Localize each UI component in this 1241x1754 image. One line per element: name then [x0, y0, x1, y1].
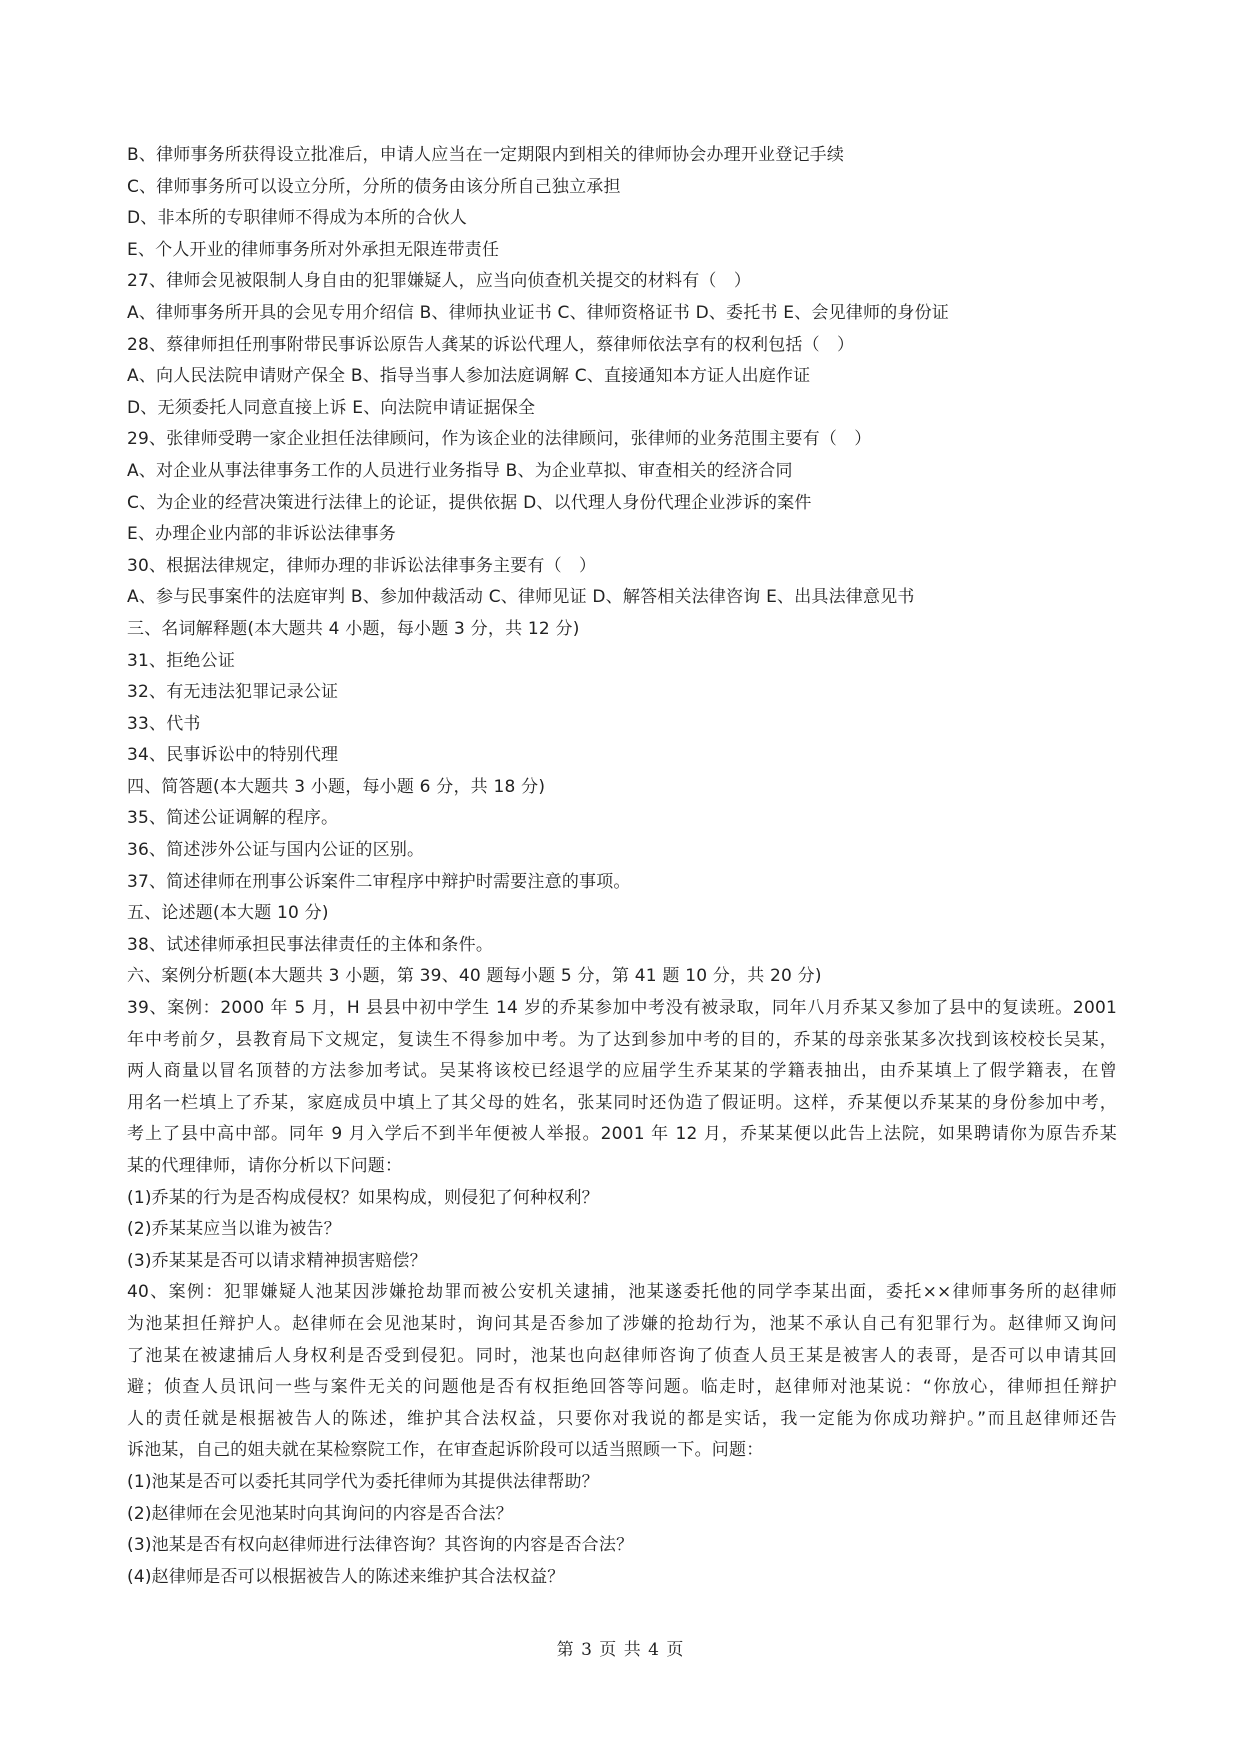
question-35: 35、简述公证调解的程序。 — [127, 808, 339, 829]
text-line: 了池某在被逮捕后人身权利是否受到侵犯。同时，池某也向赵律师咨询了侦查人员王某是被害人的表哥，是否可以申请其回 — [127, 1345, 1117, 1366]
sub-question: (2)赵律师在会见池某时向其询问的内容是否合法？ — [127, 1503, 513, 1524]
text-line: E、个人开业的律师事务所对外承担无限连带责任 — [127, 239, 500, 260]
question-40: 40、案例：犯罪嫌疑人池某因涉嫌抢劫罪而被公安机关逮捕，池某遂委托他的同学李某出面，委托××律师事务所的赵律师 — [127, 1282, 1117, 1303]
question-37: 37、简述律师在刑事公诉案件二审程序中辩护时需要注意的事项。 — [127, 871, 631, 892]
question-38: 38、试述律师承担民事法律责任的主体和条件。 — [127, 934, 494, 955]
section-heading: 三、名词解释题(本大题共 4 小题，每小题 3 分，共 12 分) — [127, 618, 580, 639]
sub-question: (2)乔某某应当以谁为被告？ — [127, 1219, 341, 1240]
text-line: C、为企业的经营决策进行法律上的论证，提供依据 D、以代理人身份代理企业涉诉的案件 — [127, 492, 812, 513]
sub-question: (4)赵律师是否可以根据被告人的陈述来维护其合法权益？ — [127, 1566, 565, 1587]
question-34: 34、民事诉讼中的特别代理 — [127, 745, 339, 766]
section-heading: 四、简答题(本大题共 3 小题，每小题 6 分，共 18 分) — [127, 776, 546, 797]
text-line: 某的代理律师，请你分析以下问题： — [127, 1156, 403, 1176]
text-line: 为池某担任辩护人。赵律师在会见池某时，询问其是否参加了涉嫌的抢劫行为，池某不承认自己有犯罪行为。赵律师又询问 — [127, 1313, 1117, 1334]
text-line: C、律师事务所可以设立分所，分所的债务由该分所自己独立承担 — [127, 176, 621, 197]
text-line: A、参与民事案件的法庭审判 B、参加仲裁活动 C、律师见证 D、解答相关法律咨询 E、出具法律意见书 — [127, 587, 915, 608]
question-30: 30、根据法律规定，律师办理的非诉讼法律事务主要有（ ） — [127, 555, 597, 576]
page-number-footer: 第 3 页 共 4 页 — [556, 1640, 685, 1660]
text-line: D、非本所的专职律师不得成为本所的合伙人 — [127, 208, 468, 229]
text-line: 年中考前夕，县教育局下文规定，复读生不得参加中考。为了达到参加中考的目的，乔某的母亲张某多次找到该校校长吴某， — [127, 1029, 1117, 1050]
text-line: B、律师事务所获得设立批准后，申请人应当在一定期限内到相关的律师协会办理开业登记手续 — [127, 145, 845, 165]
question-29: 29、张律师受聘一家企业担任法律顾问，作为该企业的法律顾问，张律师的业务范围主要有（ ） — [127, 429, 872, 450]
text-line: E、办理企业内部的非诉讼法律事务 — [127, 524, 396, 545]
sub-question: (3)池某是否有权向赵律师进行法律咨询？其咨询的内容是否合法？ — [127, 1535, 634, 1556]
text-line: 考上了县中高中部。同年 9 月入学后不到半年便被人举报。2001 年 12 月，乔某某便以此告上法院，如果聘请你为原告乔某 — [127, 1124, 1117, 1145]
question-36: 36、简述涉外公证与国内公证的区别。 — [127, 840, 425, 861]
document-body — [127, 140, 1117, 1593]
text-line: 避；侦查人员讯问一些与案件无关的问题他是否有权拒绝回答等问题。临走时，赵律师对池某说：“你放心，律师担任辩护 — [127, 1377, 1117, 1398]
section-heading: 六、案例分析题(本大题共 3 小题，第 39、40 题每小题 5 分，第 41 题 10 分，共 20 分) — [127, 966, 822, 987]
text-line: 两人商量以冒名顶替的方法参加考试。吴某将该校已经退学的应届学生乔某某的学籍表抽出，由乔某填上了假学籍表，在曾 — [127, 1061, 1117, 1082]
text-line: D、无须委托人同意直接上诉 E、向法院申请证据保全 — [127, 397, 536, 418]
text-line: 用名一栏填上了乔某，家庭成员中填上了其父母的姓名，张某同时还伪造了假证明。这样，乔某便以乔某某的身份参加中考， — [127, 1092, 1117, 1113]
text-line: A、向人民法院申请财产保全 B、指导当事人参加法庭调解 C、直接通知本方证人出庭作证 — [127, 366, 811, 387]
question-33: 33、代书 — [127, 713, 201, 734]
question-27: 27、律师会见被限制人身自由的犯罪嫌疑人，应当向侦查机关提交的材料有（ ） — [127, 271, 752, 292]
text-line: 人的责任就是根据被告人的陈述，维护其合法权益，只要你对我说的都是实话，我一定能为你成功辩护。”而且赵律师还告 — [127, 1408, 1117, 1429]
section-heading: 五、论述题(本大题 10 分) — [127, 903, 329, 924]
question-31: 31、拒绝公证 — [127, 650, 236, 671]
question-32: 32、有无违法犯罪记录公证 — [127, 682, 339, 703]
question-28: 28、蔡律师担任刑事附带民事诉讼原告人龚某的诉讼代理人，蔡律师依法享有的权利包括（ ） — [127, 334, 855, 355]
text-line: A、律师事务所开具的会见专用介绍信 B、律师执业证书 C、律师资格证书 D、委托书 E、会见律师的身份证 — [127, 302, 950, 323]
question-39: 39、案例：2000 年 5 月，H 县县中初中学生 14 岁的乔某参加中考没有被录取，同年八月乔某又参加了县中的复读班。2001 — [127, 998, 1117, 1019]
text-line: 诉池某，自己的姐夫就在某检察院工作，在审查起诉阶段可以适当照顾一下。问题： — [127, 1440, 764, 1461]
sub-question: (1)池某是否可以委托其同学代为委托律师为其提供法律帮助？ — [127, 1471, 599, 1492]
text-line: A、对企业从事法律事务工作的人员进行业务指导 B、为企业草拟、审查相关的经济合同 — [127, 460, 793, 481]
sub-question: (3)乔某某是否可以请求精神损害赔偿？ — [127, 1250, 427, 1271]
sub-question: (1)乔某的行为是否构成侵权？如果构成，则侵犯了何种权利？ — [127, 1187, 599, 1208]
